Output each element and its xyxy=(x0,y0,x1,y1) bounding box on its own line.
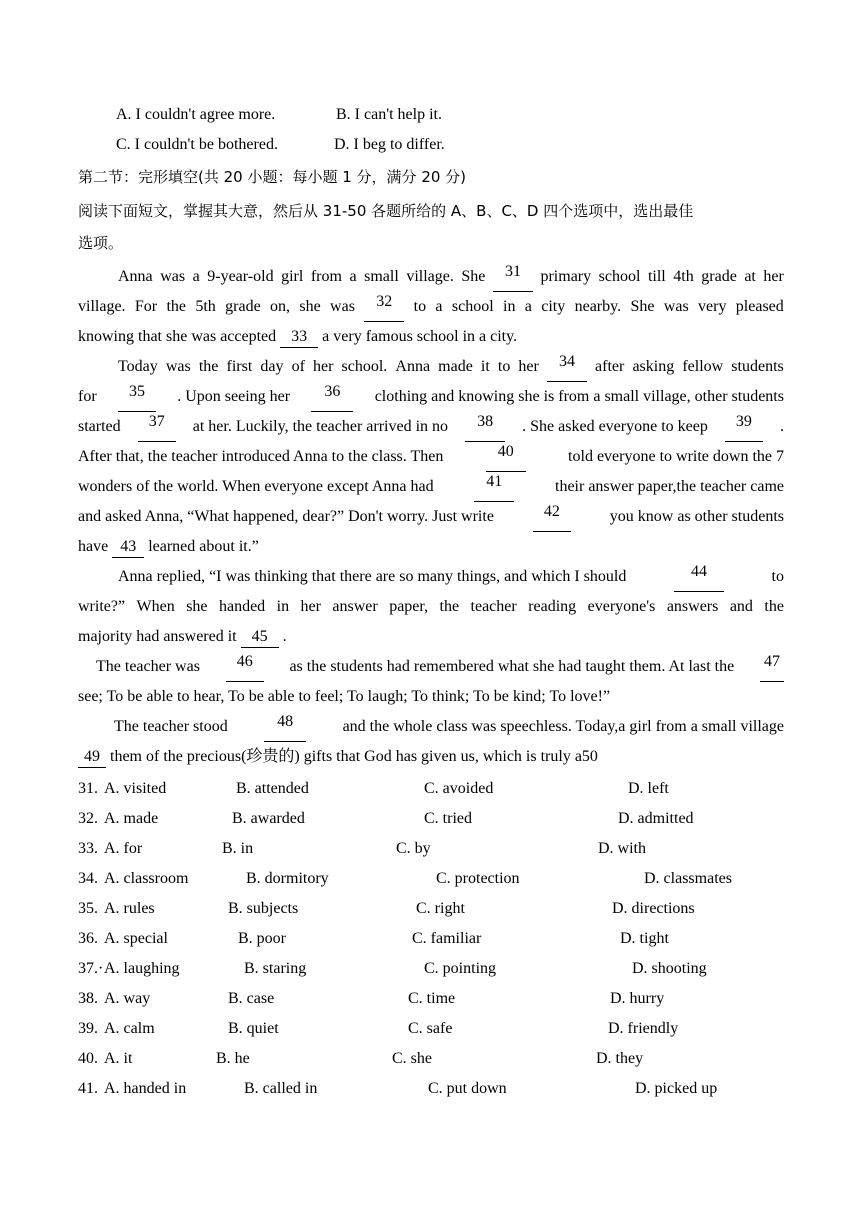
passage-text: after xyxy=(595,358,625,375)
passage-text: to xyxy=(497,358,511,375)
passage-text: her xyxy=(300,598,321,615)
passage-text: her xyxy=(518,358,539,375)
option-d[interactable]: D. hurry xyxy=(610,990,665,1007)
passage-text: Today xyxy=(118,358,158,375)
passage-line xyxy=(118,262,784,292)
option-a[interactable]: A. made xyxy=(104,810,159,827)
question-number: 39. xyxy=(78,1020,98,1037)
option-b[interactable]: B. staring xyxy=(244,960,307,977)
option-c[interactable]: C. she xyxy=(392,1050,432,1067)
question-number: 33. xyxy=(78,840,98,857)
option-a[interactable]: A. way xyxy=(104,990,151,1007)
question-number: 31. xyxy=(78,780,98,797)
option-b[interactable]: B. awarded xyxy=(232,810,305,827)
passage-text: Anna xyxy=(118,268,153,285)
option-b[interactable]: B. case xyxy=(228,990,275,1007)
passage-text: was xyxy=(165,358,191,375)
passage-text: school xyxy=(598,268,641,285)
passage-text: asking xyxy=(632,358,675,375)
passage-line xyxy=(78,442,784,472)
option-a[interactable]: A. calm xyxy=(104,1020,155,1037)
option-a[interactable]: A. laughing xyxy=(104,960,180,977)
passage-text: For xyxy=(134,298,158,315)
passage-text: 5th xyxy=(195,298,216,315)
passage-text: pleased xyxy=(735,298,784,315)
prev-option-c: C. I couldn't be bothered. xyxy=(116,136,278,153)
passage-text: . Upon seeing her xyxy=(177,388,291,405)
passage-text: village. xyxy=(406,268,454,285)
question-number: 34. xyxy=(78,870,98,887)
option-a[interactable]: A. special xyxy=(104,930,168,947)
passage-text: and asked Anna, “What happened, dear?” Don't worry. Just write xyxy=(78,508,494,525)
instruction-line-1: 阅读下面短文，掌握其大意，然后从 31-50 各题所给的 A、B、C、D 四个选项中，选出最佳 xyxy=(78,202,694,220)
option-c[interactable]: C. avoided xyxy=(424,780,494,797)
passage-text: primary xyxy=(540,268,592,285)
option-b[interactable]: B. he xyxy=(216,1050,250,1067)
passage-text: The teacher was xyxy=(96,658,200,675)
blank-41[interactable]: 41 xyxy=(474,472,514,502)
option-c[interactable]: C. by xyxy=(396,840,431,857)
prev-option-d: D. I beg to differ. xyxy=(334,136,445,153)
passage-line xyxy=(78,592,784,622)
passage-text: knowing that she was accepted xyxy=(78,328,277,345)
passage-text: fellow xyxy=(682,358,724,375)
passage-text: in xyxy=(276,598,290,615)
passage-line xyxy=(96,652,784,682)
passage-text: at her. Luckily, the teacher arrived in no xyxy=(192,418,449,435)
prev-option-a: A. I couldn't agree more. xyxy=(116,106,276,123)
passage-text: a xyxy=(192,268,200,285)
blank-35[interactable]: 35 xyxy=(118,382,156,412)
option-d[interactable]: D. classmates xyxy=(644,870,732,887)
passage-text: teacher xyxy=(470,598,517,615)
passage-text: it xyxy=(480,358,490,375)
passage-line xyxy=(78,742,598,772)
option-d[interactable]: D. tight xyxy=(620,930,669,947)
passage-text: everyone's xyxy=(587,598,656,615)
passage-text: was xyxy=(330,298,355,315)
passage-text: a very famous school in a city. xyxy=(322,328,518,345)
passage-text: majority had answered it xyxy=(78,628,237,645)
passage-text: . She asked everyone to keep xyxy=(522,418,708,435)
option-a[interactable]: A. classroom xyxy=(104,870,189,887)
passage-text: as the students had remembered what she had taught them. At last the xyxy=(289,658,735,675)
passage-text: of xyxy=(291,358,305,375)
passage-text: made xyxy=(438,358,473,375)
passage-text: in xyxy=(503,298,516,315)
passage-text: to xyxy=(771,568,784,585)
passage-text: her xyxy=(763,268,784,285)
passage-text: you know as other students xyxy=(609,508,784,525)
passage-text: from xyxy=(310,268,342,285)
passage-text: was xyxy=(663,298,689,315)
passage-text: the xyxy=(166,298,187,315)
option-c[interactable]: C. familiar xyxy=(412,930,482,947)
blank-38[interactable]: 38 xyxy=(465,412,505,442)
option-a[interactable]: A. handed in xyxy=(104,1080,187,1097)
blank-34[interactable]: 34 xyxy=(547,352,587,382)
passage-line xyxy=(78,412,784,442)
passage-text: 9-year-old xyxy=(207,268,274,285)
passage-text: the xyxy=(198,358,219,375)
passage-text: nearby. xyxy=(574,298,622,315)
question-number: 40. xyxy=(78,1050,98,1067)
blank-44[interactable]: 44 xyxy=(674,562,724,592)
blank-39[interactable]: 39 xyxy=(725,412,763,442)
passage-text: started xyxy=(78,418,121,435)
passage-text: grade xyxy=(225,298,261,315)
passage-line xyxy=(78,472,784,502)
option-b[interactable]: B. poor xyxy=(238,930,286,947)
blank-43[interactable]: 43 xyxy=(112,537,144,558)
passage-text: she xyxy=(186,598,208,615)
option-d[interactable]: D. admitted xyxy=(618,810,694,827)
passage-line xyxy=(78,382,784,412)
passage-text: She xyxy=(461,268,486,285)
passage-text: told everyone to write down the 7 xyxy=(568,448,784,465)
passage-line: see; To be able to hear, To be able to feel; To laugh; To think; To be kind; To love!” xyxy=(78,688,611,705)
passage-text: day xyxy=(260,358,284,375)
question-number: 37.· xyxy=(78,960,104,977)
passage-text: small xyxy=(364,268,399,285)
question-number: 41. xyxy=(78,1080,98,1097)
option-b[interactable]: B. called in xyxy=(244,1080,318,1097)
blank-32[interactable]: 32 xyxy=(364,292,404,322)
blank-40[interactable]: 40 xyxy=(486,442,526,472)
passage-text: answer xyxy=(332,598,378,615)
passage-text: she xyxy=(299,298,321,315)
passage-line xyxy=(78,622,287,652)
passage-text: girl xyxy=(281,268,304,285)
passage-text: a xyxy=(435,298,443,315)
passage-text: Anna replied, “I was thinking that there are so many things, and which I should xyxy=(118,568,627,585)
passage-text: the xyxy=(764,598,784,615)
option-c[interactable]: C. put down xyxy=(428,1080,507,1097)
question-number: 32. xyxy=(78,810,98,827)
passage-text: . xyxy=(779,418,784,435)
passage-text: write?” xyxy=(78,598,126,615)
option-d[interactable]: D. friendly xyxy=(608,1020,679,1037)
passage-text: school. xyxy=(341,358,388,375)
blank-46[interactable]: 46 xyxy=(226,652,264,682)
passage-text: them of the precious(珍贵的) gifts that God has given us, which is truly a50 xyxy=(110,748,598,765)
passage-text: to xyxy=(413,298,427,315)
option-c[interactable]: C. time xyxy=(408,990,456,1007)
option-a[interactable]: A. for xyxy=(104,840,143,857)
passage-text: paper, xyxy=(389,598,429,615)
blank-36[interactable]: 36 xyxy=(311,382,353,412)
passage-text: She xyxy=(630,298,655,315)
question-number: 35. xyxy=(78,900,98,917)
option-b[interactable]: B. quiet xyxy=(228,1020,279,1037)
option-a[interactable]: A. rules xyxy=(104,900,155,917)
passage-text: students xyxy=(731,358,784,375)
option-c[interactable]: C. tried xyxy=(424,810,472,827)
passage-text: 4th xyxy=(673,268,694,285)
blank-42[interactable]: 42 xyxy=(533,502,571,532)
passage-text: After that, the teacher introduced Anna to the class. Then xyxy=(78,448,444,465)
question-number: 38. xyxy=(78,990,98,1007)
option-c[interactable]: C. safe xyxy=(408,1020,453,1037)
option-a[interactable]: A. it xyxy=(104,1050,133,1067)
passage-text: clothing and knowing she is from a small village, other students xyxy=(374,388,784,405)
passage-text: The teacher stood xyxy=(114,718,228,735)
blank-31[interactable]: 31 xyxy=(493,262,533,292)
option-b[interactable]: B. dormitory xyxy=(246,870,329,887)
option-d[interactable]: D. picked up xyxy=(635,1080,718,1097)
passage-text: Anna xyxy=(395,358,431,375)
passage-text: was xyxy=(160,268,186,285)
prev-option-b: B. I can't help it. xyxy=(336,106,442,123)
blank-45[interactable]: 45 xyxy=(241,627,279,648)
passage-line xyxy=(78,292,784,322)
passage-text: her xyxy=(312,358,334,375)
passage-text: a xyxy=(349,268,357,285)
option-d[interactable]: D. they xyxy=(596,1050,644,1067)
blank-47[interactable]: 47 xyxy=(760,652,784,682)
passage-text: for xyxy=(78,388,97,405)
passage-line xyxy=(118,352,784,382)
passage-text: . xyxy=(282,628,287,645)
instruction-line-2: 选项。 xyxy=(78,234,124,252)
blank-37[interactable]: 37 xyxy=(138,412,176,442)
section-title: 第二节：完形填空(共 20 小题：每小题 1 分，满分 20 分) xyxy=(78,168,467,186)
passage-text: grade xyxy=(701,268,737,285)
passage-text: very xyxy=(698,298,727,315)
passage-text: and the whole class was speechless. Today,a girl from a small village xyxy=(342,718,784,735)
passage-text: have xyxy=(78,538,109,555)
blank-48[interactable]: 48 xyxy=(264,712,306,742)
option-c[interactable]: C. pointing xyxy=(424,960,497,977)
passage-text: handed xyxy=(218,598,266,615)
passage-text: on, xyxy=(270,298,291,315)
passage-text: the xyxy=(439,598,460,615)
option-d[interactable]: D. shooting xyxy=(632,960,707,977)
option-d[interactable]: D. left xyxy=(628,780,669,797)
passage-text: village. xyxy=(78,298,126,315)
option-b[interactable]: B. attended xyxy=(236,780,309,797)
passage-text: reading xyxy=(528,598,577,615)
passage-text: When xyxy=(136,598,175,615)
option-b[interactable]: B. subjects xyxy=(228,900,299,917)
blank-33[interactable]: 33 xyxy=(280,327,318,348)
passage-text: city xyxy=(541,298,566,315)
passage-text: their answer paper,the teacher came xyxy=(555,478,784,495)
passage-text: a xyxy=(524,298,532,315)
option-d[interactable]: D. directions xyxy=(612,900,695,917)
passage-text: till xyxy=(647,268,666,285)
passage-text: and xyxy=(729,598,753,615)
passage-line xyxy=(78,502,784,532)
passage-text: first xyxy=(226,358,253,375)
passage-text: learned about it.” xyxy=(148,538,259,555)
option-a[interactable]: A. visited xyxy=(104,780,167,797)
question-number: 36. xyxy=(78,930,98,947)
option-c[interactable]: C. right xyxy=(416,900,465,917)
blank-49[interactable]: 49 xyxy=(78,747,106,768)
passage-line xyxy=(78,532,259,562)
passage-line xyxy=(114,712,784,742)
passage-text: answers xyxy=(666,598,719,615)
passage-text: school xyxy=(451,298,494,315)
option-c[interactable]: C. protection xyxy=(436,870,520,887)
option-d[interactable]: D. with xyxy=(598,840,646,857)
passage-text: at xyxy=(744,268,756,285)
passage-text: wonders of the world. When everyone except Anna had xyxy=(78,478,434,495)
passage-line xyxy=(78,322,517,352)
option-b[interactable]: B. in xyxy=(222,840,254,857)
passage-line xyxy=(118,562,784,592)
